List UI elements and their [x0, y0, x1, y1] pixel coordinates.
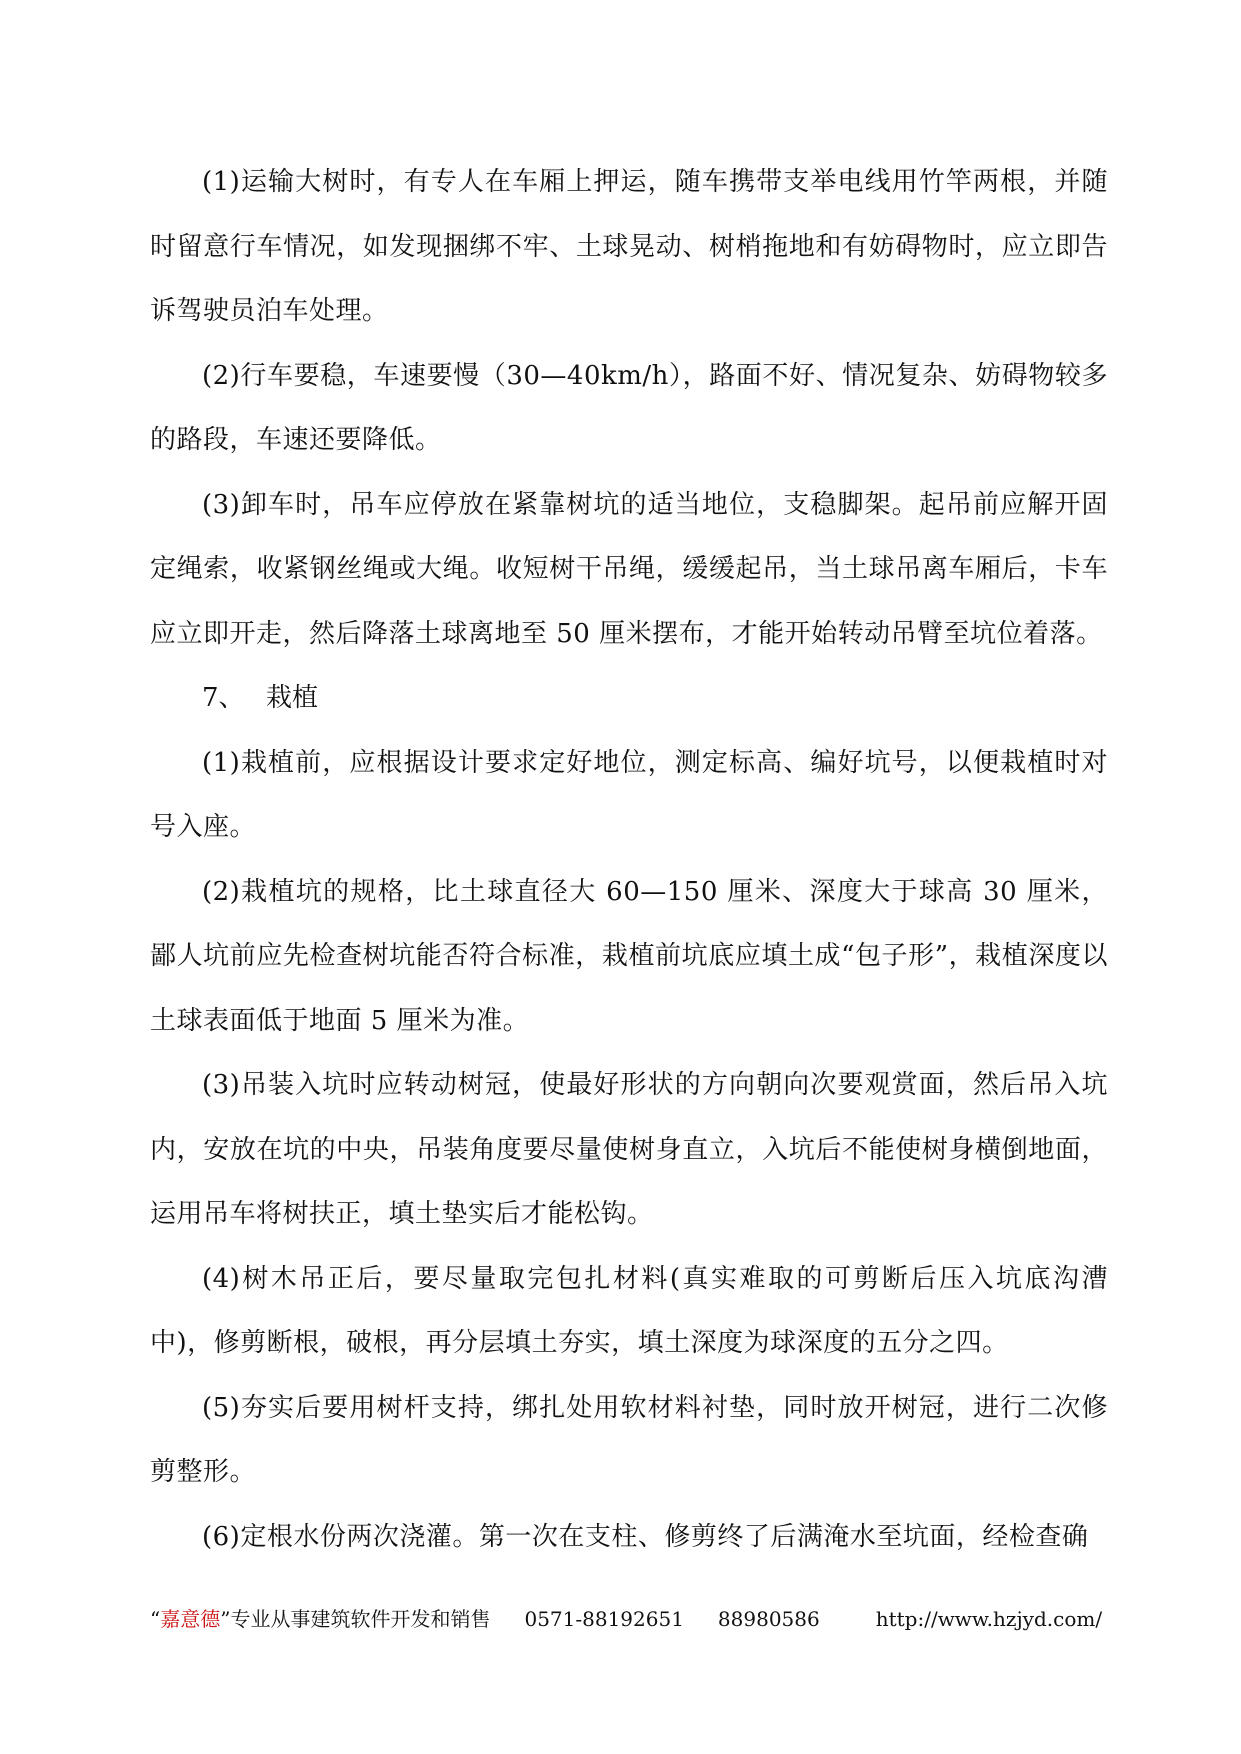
footer-url[interactable]: http://www.hzjyd.com/	[875, 1607, 1103, 1631]
footer-phone-2: 88980586	[717, 1607, 820, 1631]
paragraph: (2)栽植坑的规格，比土球直径大 60—150 厘米、深度大于球高 30 厘米，鄙人坑前应先检查树坑能否符合标准，栽植前坑底应填土成“包子形”，栽植深度以土球表面低于地面 5 厘米为准。	[150, 876, 1108, 1036]
paragraph: (5)夯实后要用树杆支持，绑扎处用软材料衬垫，同时放开树冠，进行二次修剪整形。	[150, 1392, 1108, 1487]
paragraph: (1)栽植前，应根据设计要求定好地位，测定标高、编好坑号，以便栽植时对号入座。	[150, 747, 1108, 842]
footer-quote-close: ”	[220, 1607, 231, 1631]
footer-slogan: 专业从事建筑软件开发和销售	[230, 1607, 491, 1631]
paragraph: (3)卸车时，吊车应停放在紧靠树坑的适当地位，支稳脚架。起吊前应解开固定绳索，收紧钢丝绳或大绳。收短树干吊绳，缓缓起吊，当土球吊离车厢后，卡车应立即开走，然后降落土球离地至 50 厘米摆布，才能开始转动吊臂至坑位着落。	[150, 489, 1108, 649]
page-footer	[150, 1605, 1110, 1633]
section-title: 栽植	[266, 683, 319, 713]
section-number: 7、	[202, 683, 245, 713]
paragraph: (4)树木吊正后，要尽量取完包扎材料(真实难取的可剪断后压入坑底沟漕中)，修剪断根，破根，再分层填土夯实，填土深度为球深度的五分之四。	[150, 1263, 1108, 1358]
paragraph: (1)运输大树时，有专人在车厢上押运，随车携带支举电线用竹竿两根，并随时留意行车情况，如发现捆绑不牢、土球晃动、树梢拖地和有妨碍物时，应立即告诉驾驶员泊车处理。	[150, 167, 1108, 326]
section-heading	[150, 666, 1108, 731]
footer-phone-1: 0571-88192651	[524, 1607, 684, 1631]
footer-brand: 嘉意德	[160, 1607, 221, 1631]
paragraph: (6)定根水份两次浇灌。第一次在支柱、修剪终了后满淹水至坑面，经检查确	[202, 1521, 1089, 1552]
footer-quote-open: “	[150, 1607, 161, 1631]
paragraph: (3)吊装入坑时应转动树冠，使最好形状的方向朝向次要观赏面，然后吊入坑内，安放在坑的中央，吊装角度要尽量使树身直立，入坑后不能使树身横倒地面，运用吊车将树扶正，填土垫实后才能松钩。	[150, 1070, 1108, 1229]
paragraph: (2)行车要稳，车速要慢（30—40km/h），路面不好、情况复杂、妨碍物较多的路段，车速还要降低。	[150, 360, 1108, 455]
document-body	[150, 150, 1108, 1569]
